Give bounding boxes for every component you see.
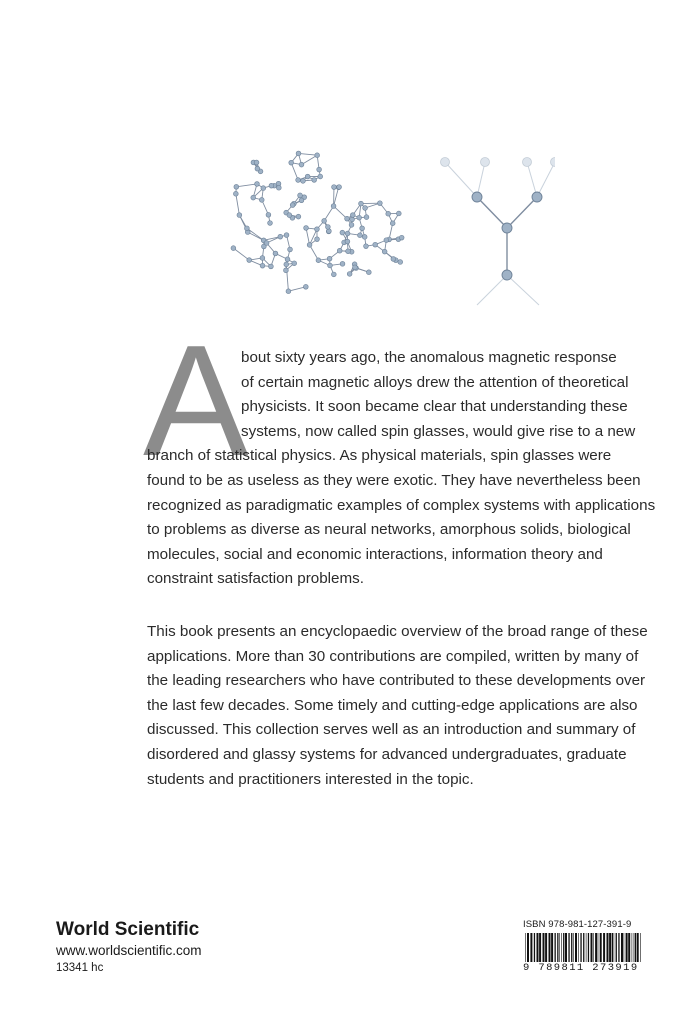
text-line: This book presents an encyclopaedic overview of the broad range of these: [147, 623, 648, 640]
publisher-block: [56, 918, 202, 976]
network-node: [340, 261, 345, 266]
text-line: disordered and glassy systems for advanced undergraduates, graduate: [147, 745, 627, 763]
network-node: [288, 247, 293, 252]
tree-leaf-node: [551, 158, 556, 167]
network-node: [382, 249, 387, 254]
network-node: [234, 184, 239, 189]
tree-leaf-node: [441, 158, 450, 167]
blurb-paragraph-1: [147, 346, 656, 592]
barcode-bar: [609, 933, 611, 965]
text-line: found to be as useless as they were exotic. They have nevertheless been: [147, 471, 641, 489]
tree-edge: [537, 162, 555, 197]
barcode-bar: [537, 933, 539, 965]
barcode-bar: [573, 933, 574, 965]
text-line: the last few decades. Some timely and cutting-edge applications are also: [147, 696, 638, 714]
network-edge: [301, 155, 317, 164]
network-node: [325, 225, 330, 230]
barcode-bar: [626, 933, 628, 965]
network-node: [353, 265, 358, 270]
network-node: [315, 153, 320, 158]
barcode-bar: [593, 933, 594, 965]
network-node: [332, 185, 337, 190]
barcode-bar: [588, 933, 589, 965]
network-node: [399, 235, 404, 240]
publisher-url[interactable]: www.worldscientific.com: [56, 943, 202, 958]
tree-leaf-node: [481, 158, 490, 167]
barcode-bar: [632, 933, 633, 965]
network-node: [298, 193, 303, 198]
barcode-bar: [624, 933, 625, 965]
barcode-bar: [561, 933, 562, 965]
text-line: discussed. This collection serves well as an introduction and summary of: [147, 721, 636, 739]
network-node: [331, 204, 336, 209]
barcode-bar: [571, 933, 572, 965]
network-node: [364, 215, 369, 220]
network-node: [316, 258, 321, 263]
network-node: [284, 262, 289, 267]
barcode-bar: [568, 933, 569, 965]
publisher-name: World Scientific: [56, 919, 200, 940]
tree-edge: [507, 275, 539, 305]
network-edge: [291, 163, 298, 180]
network-node: [350, 217, 355, 222]
barcode-bar: [527, 933, 529, 965]
network-node: [322, 218, 327, 223]
network-node: [359, 201, 364, 206]
text-line: branch of statistical physics. As physical materials, spin glasses were: [147, 447, 612, 465]
tree-edge: [477, 197, 507, 228]
network-node: [337, 185, 342, 190]
cover-illustration: [215, 140, 555, 320]
network-node: [278, 234, 283, 239]
network-node: [312, 178, 317, 183]
network-node: [266, 212, 271, 217]
network-node: [358, 233, 363, 238]
barcode-bar: [557, 933, 558, 965]
network-node: [255, 166, 260, 171]
network-edge: [334, 206, 347, 219]
network-node: [233, 191, 238, 196]
network-edge: [236, 184, 257, 187]
network-node: [363, 206, 368, 211]
barcode-bar: [545, 933, 547, 965]
barcode-bar: [634, 933, 635, 965]
barcode-bar: [530, 933, 532, 965]
network-node: [251, 195, 256, 200]
barcode-bar: [616, 933, 617, 965]
network-node: [247, 258, 252, 263]
text-line: systems, now called spin glasses, would give rise to a new: [241, 422, 636, 440]
network-node: [377, 201, 382, 206]
network-node: [373, 242, 378, 247]
network-node: [296, 214, 301, 219]
network-node: [284, 268, 289, 273]
text-line: applications. More than 30 contributions are compiled, written by many of: [147, 647, 639, 665]
network-node: [315, 237, 320, 242]
network-node: [299, 162, 304, 167]
network-node: [391, 257, 396, 262]
network-node: [237, 213, 242, 218]
network-node: [340, 230, 345, 235]
network-node: [390, 221, 395, 226]
network-node: [273, 251, 278, 256]
barcode-bar: [607, 933, 609, 965]
barcode-bar: [563, 933, 564, 965]
text-line: molecules, social and economic interactions, information theory and: [147, 545, 603, 563]
network-node: [287, 213, 292, 218]
text-line: physicists. It soon became clear that understanding these: [241, 398, 628, 416]
text-line: the leading researchers who have contributed to these developments over: [147, 672, 646, 690]
tree-node: [502, 223, 512, 233]
network-node: [244, 226, 249, 231]
text-line: bout sixty years ago, the anomalous magnetic response: [241, 349, 617, 366]
barcode-bar: [551, 933, 553, 965]
text-line: recognized as paradigmatic examples of complex systems with applications: [147, 496, 656, 514]
network-node: [386, 211, 391, 216]
network-node: [318, 174, 323, 179]
network-edge: [236, 194, 240, 215]
network-node: [276, 185, 281, 190]
network-node: [347, 271, 352, 276]
network-node: [360, 226, 365, 231]
network-node: [260, 263, 265, 268]
blurb-paragraph-2: [147, 620, 648, 792]
network-node: [301, 178, 306, 183]
network-node: [398, 260, 403, 265]
network-node: [345, 239, 350, 244]
tree-edge: [507, 197, 537, 228]
network-node: [396, 211, 401, 216]
text-line: constraint satisfaction problems.: [147, 570, 364, 588]
barcode-bar: [621, 933, 623, 965]
network-node: [337, 248, 342, 253]
network-node: [268, 221, 273, 226]
barcode-bar: [614, 933, 615, 965]
network-node: [307, 242, 312, 247]
tree-node: [472, 192, 482, 202]
network-node: [357, 215, 362, 220]
network-node: [366, 270, 371, 275]
network-edge: [233, 248, 249, 260]
network-node: [364, 244, 369, 249]
network-node: [290, 203, 295, 208]
tree-leaf-node: [523, 158, 532, 167]
tree-edge: [477, 275, 507, 305]
network-node: [264, 241, 269, 246]
barcode-bar: [628, 933, 630, 965]
network-node: [299, 198, 304, 203]
barcode-bar: [600, 933, 602, 965]
text-line: to problems as diverse as neural networks, amorphous solids, biological: [147, 521, 631, 539]
text-line: of certain magnetic alloys drew the attention of theoretical: [241, 373, 629, 391]
network-node: [260, 256, 265, 261]
isbn-barcode-block: [523, 919, 643, 979]
network-node: [296, 151, 301, 156]
barcode-bar: [591, 933, 593, 965]
isbn-digits: 9 789811 273919: [523, 962, 643, 974]
barcode-bar: [534, 933, 535, 965]
network-node: [254, 160, 259, 165]
network-node: [261, 186, 266, 191]
network-node: [284, 233, 289, 238]
network-node: [269, 264, 274, 269]
network-node: [305, 174, 310, 179]
network-node: [269, 183, 274, 188]
network-node: [345, 216, 350, 221]
barcode-bar: [580, 933, 581, 965]
text-line: students and practitioners interested in the topic.: [147, 770, 474, 788]
barcode-bar: [565, 933, 567, 965]
network-node: [292, 261, 297, 266]
network-node: [317, 167, 322, 172]
network-node: [328, 263, 333, 268]
network-node: [331, 272, 336, 277]
barcode-bar: [603, 933, 605, 965]
drop-cap: A: [143, 313, 249, 489]
isbn-label: ISBN 978-981-127-391-9: [523, 919, 632, 930]
spin-network-graph: [215, 140, 415, 320]
network-node: [286, 289, 291, 294]
network-node: [259, 197, 264, 202]
barcode-bar: [559, 933, 560, 965]
network-node: [304, 226, 309, 231]
network-node: [285, 257, 290, 262]
barcode-bar: [549, 933, 551, 965]
barcode-bar: [555, 933, 556, 965]
tree-node: [532, 192, 542, 202]
network-node: [296, 178, 301, 183]
tree-edge: [527, 162, 537, 197]
network-node: [349, 222, 354, 227]
barcode-bar: [598, 933, 599, 965]
tree-edge: [445, 162, 477, 197]
barcode-bar: [578, 933, 579, 965]
tree-node: [502, 270, 512, 280]
barcode-bar: [575, 933, 577, 965]
barcode-bar: [586, 933, 587, 965]
network-node: [350, 213, 355, 218]
barcode-bar: [637, 933, 639, 965]
network-node: [303, 284, 308, 289]
barcode-bar: [539, 933, 541, 965]
network-node: [346, 249, 351, 254]
network-node: [384, 238, 389, 243]
network-node: [231, 246, 236, 251]
publisher-code: 13341 hc: [56, 962, 104, 974]
barcode-bar: [595, 933, 597, 965]
network-node: [327, 256, 332, 261]
barcode-bar: [612, 933, 613, 965]
barcode-bar: [618, 933, 619, 965]
tree-graph: [415, 140, 555, 320]
network-node: [362, 234, 367, 239]
network-node: [315, 227, 320, 232]
barcode-bar: [543, 933, 545, 965]
network-edge: [298, 153, 317, 155]
barcode-bar: [635, 933, 636, 965]
network-node: [345, 231, 350, 236]
network-node: [255, 182, 260, 187]
network-node: [289, 160, 294, 165]
